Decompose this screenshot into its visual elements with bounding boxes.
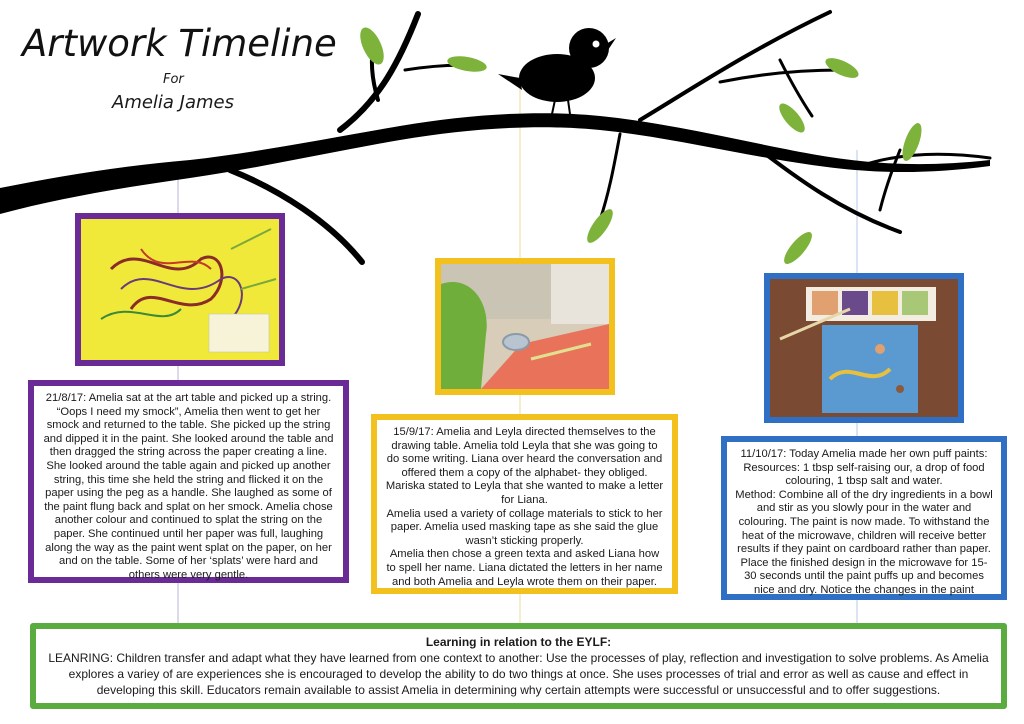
child-name: Amelia James xyxy=(112,92,235,113)
entry-card-1 xyxy=(28,380,349,583)
entry-2-text-4: Amelia then chose a green texta and asked Liana how to spell her name. Liana dictated the letters in her name and both Amelia and Leyla wrote them on their paper. xyxy=(386,548,663,588)
page-title: Artwork Timeline xyxy=(22,22,337,65)
leaf-icon xyxy=(355,24,925,268)
entry-2-text-1: 15/9/17: Amelia and Leyla directed themselves to the drawing table. Amelia told Leyla that she was going to do some writing. Liana over heard the conversation and offered them a copy of the alphabet- they obliged. xyxy=(386,426,663,479)
learning-box xyxy=(30,623,1007,709)
photo-string-painting xyxy=(75,213,285,366)
learning-body: LEANRING: Children transfer and adapt what they have learned from one context to another: Use the processes of play, reflection and investigation to solve problems. As Amelia explores a variey of are experiences she is encouraged to develop the ability to do two things at once. She uses processes of trial and error as well as cause and effect in developing this skill. Educators remain available to assist Amelia in determining why certain attempts were successful or unsuccessful and to offer suggestions. xyxy=(48,651,989,697)
string-painting-image xyxy=(81,219,279,360)
entry-3-text-2: Resources: 1 tbsp self-raising our, a drop of food colouring, 1 tbsp salt and water. xyxy=(743,461,985,488)
entry-3-text-1: 11/10/17: Today Amelia made her own puff paints: xyxy=(740,448,988,460)
entry-2-text-2: Mariska stated to Leyla that she wanted to make a letter for Liana. xyxy=(385,480,664,506)
entry-1-text-1: 21/8/17: Amelia sat at the art table and picked up a string. xyxy=(45,392,332,404)
for-label: For xyxy=(163,72,184,87)
photo-collage-table xyxy=(435,258,615,395)
collage-table-image xyxy=(441,264,609,389)
entry-card-3 xyxy=(721,436,1007,600)
bird-icon xyxy=(498,28,616,114)
learning-heading: Learning in relation to the EYLF: xyxy=(425,635,612,649)
entry-1-text-2: “Oops I need my smock”, Amelia then went to get her smock and returned to the table. She picked up the string and dipped it in the paint. She looked around the table and then dragged the string across the paper creating a line. She looked around the table again and picked up another string, this time she held the string and flicked it on the paper using the peg as a handle. She laughed as some of the paint flung back and splat on her smock. Amelia chose another colour and continued to splat the string on the paper. She continued until her paper was full, laughing along the way as the paint went splat on the paper, on her and on the table. Some of her ‘splats’ were hard and others were very gentle. xyxy=(43,405,334,581)
entry-card-2 xyxy=(371,414,678,594)
entry-2-text-3: Amelia used a variety of collage materials to stick to her paper. Amelia used masking tape as she said the glue wasn’t sticking properly. xyxy=(386,507,663,547)
entry-3-text-3: Method: Combine all of the dry ingredients in a bowl and stir as you slowly pour in the water and colouring. The paint is now made. To withstand the heat of the microwave, children will receive better results if they paint on cardboard rather than paper. Place the finished design in the microwave for 15-30 seconds until the paint puffs up and becomes nice and dry. Notice the changes in the paint xyxy=(735,488,993,596)
puff-paint-image xyxy=(770,279,958,417)
photo-puff-paint xyxy=(764,273,964,423)
